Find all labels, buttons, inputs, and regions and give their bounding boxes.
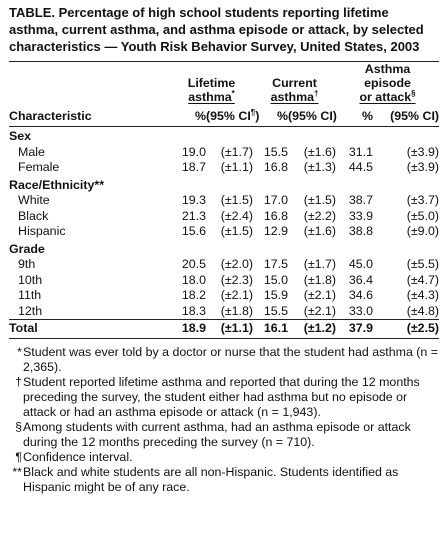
current-pct-cell: 17.5 bbox=[263, 257, 289, 271]
section-label: Race/Ethnicity** bbox=[9, 177, 105, 192]
current-pct-cell: 16.1 bbox=[253, 320, 288, 339]
episode-ci-cell: (±3.9) bbox=[406, 144, 440, 159]
current-pct-cell: 15.9 bbox=[263, 288, 289, 302]
section-header-row bbox=[9, 240, 439, 258]
current-pct-cell: 16.8 bbox=[263, 208, 289, 223]
footnote bbox=[9, 375, 439, 420]
episode-ci-cell: (±2.5) bbox=[373, 320, 439, 339]
episode-pct-cell: 38.7 bbox=[348, 193, 374, 207]
row-label: Hispanic bbox=[18, 224, 66, 238]
total-row bbox=[9, 320, 439, 339]
footnote-text: Confidence interval. bbox=[23, 450, 133, 464]
lifetime-pct-cell: 20.5 bbox=[181, 257, 206, 271]
row-label: White bbox=[18, 193, 50, 207]
table-row bbox=[9, 288, 439, 304]
footnote bbox=[9, 420, 439, 450]
lifetime-pct-cell: 18.0 bbox=[181, 272, 206, 287]
current-asthma-header: Current asthma† bbox=[270, 76, 319, 104]
current-ci-header: (95% CI) bbox=[288, 109, 336, 127]
current-ci-cell: (±2.1) bbox=[303, 303, 337, 318]
lifetime-pct-cell: 18.7 bbox=[181, 160, 206, 174]
lifetime-ci-cell: (±1.1) bbox=[220, 160, 254, 174]
table-row bbox=[9, 273, 439, 289]
current-ci-cell: (±1.2) bbox=[288, 320, 336, 339]
table-body bbox=[9, 127, 439, 339]
lifetime-ci-cell: (±2.0) bbox=[220, 257, 254, 271]
lifetime-pct-cell: 21.3 bbox=[181, 208, 206, 223]
table-row bbox=[9, 193, 439, 209]
lifetime-pct-header: % bbox=[170, 109, 206, 127]
lifetime-ci-cell: (±2.4) bbox=[220, 208, 254, 223]
column-header-row bbox=[9, 109, 439, 127]
current-pct-cell: 16.8 bbox=[263, 160, 289, 174]
section-header-row bbox=[9, 176, 439, 194]
lifetime-ci-cell: (±2.3) bbox=[220, 272, 254, 287]
table-row bbox=[9, 224, 439, 240]
group-header-row bbox=[9, 62, 439, 109]
lifetime-ci-cell: (±1.5) bbox=[220, 193, 254, 207]
current-ci-cell: (±2.2) bbox=[303, 208, 337, 223]
row-label: 9th bbox=[18, 257, 36, 271]
table-row bbox=[9, 257, 439, 273]
footnote-text: Student reported lifetime asthma and reported that during the 12 months preceding the survey, the student either had asthma but no episode or attack or had an asthma episode or attack (n = 1,943). bbox=[23, 375, 420, 419]
current-ci-cell: (±1.6) bbox=[303, 144, 337, 159]
episode-pct-header: % bbox=[336, 109, 373, 127]
table-title: TABLE. Percentage of high school students reporting lifetime asthma, current asthma, and asthma episode or attack, by selected characteristics — Youth Risk Behavior Survey, United States, 2003 bbox=[9, 5, 424, 54]
footnotes bbox=[9, 345, 439, 495]
section-header-row bbox=[9, 127, 439, 145]
lifetime-pct-cell: 18.3 bbox=[181, 303, 206, 318]
lifetime-pct-cell: 15.6 bbox=[181, 224, 206, 238]
footnote bbox=[9, 345, 439, 375]
current-ci-cell: (±1.6) bbox=[303, 224, 337, 238]
current-pct-cell: 15.5 bbox=[263, 144, 289, 159]
row-label: Total bbox=[9, 320, 170, 339]
lifetime-asthma-header: Lifetime asthma* bbox=[187, 76, 236, 104]
lifetime-ci-cell: (±2.1) bbox=[220, 288, 254, 302]
episode-ci-cell: (±9.0) bbox=[406, 224, 440, 238]
episode-pct-cell: 37.9 bbox=[336, 320, 373, 339]
episode-ci-cell: (±3.7) bbox=[406, 193, 440, 207]
episode-pct-cell: 45.0 bbox=[348, 257, 374, 271]
current-pct-cell: 12.9 bbox=[263, 224, 289, 238]
current-pct-cell: 15.0 bbox=[263, 272, 289, 287]
current-ci-cell: (±1.5) bbox=[303, 193, 337, 207]
asthma-episode-header: Asthma episode or attack§ bbox=[359, 62, 416, 104]
episode-ci-header: (95% CI) bbox=[373, 109, 439, 127]
footnote-mark: ** bbox=[12, 465, 22, 479]
table-row bbox=[9, 160, 439, 176]
table-header bbox=[9, 62, 439, 127]
table-row bbox=[9, 209, 439, 225]
table-row bbox=[9, 145, 439, 161]
footnote bbox=[9, 465, 439, 495]
lifetime-pct-cell: 18.9 bbox=[170, 320, 206, 339]
footnote-mark: § bbox=[15, 420, 22, 434]
current-pct-header: % bbox=[253, 109, 288, 127]
row-label: Black bbox=[18, 208, 49, 223]
characteristic-header: Characteristic bbox=[9, 109, 170, 127]
lifetime-ci-cell: (±1.1) bbox=[206, 320, 253, 339]
episode-pct-cell: 31.1 bbox=[348, 144, 374, 159]
table-row bbox=[9, 304, 439, 320]
episode-pct-cell: 34.6 bbox=[348, 288, 374, 302]
episode-pct-cell: 33.9 bbox=[348, 208, 374, 223]
lifetime-pct-cell: 19.0 bbox=[181, 144, 206, 159]
footnote-text: Black and white students are all non-Hispanic. Students identified as Hispanic might be of any race. bbox=[23, 465, 399, 494]
lifetime-ci-cell: (±1.5) bbox=[220, 224, 254, 238]
row-label: 11th bbox=[18, 288, 42, 302]
footnote-text: Among students with current asthma, had an asthma episode or attack during the 12 months preceding the survey (n = 710). bbox=[23, 420, 411, 449]
episode-ci-cell: (±3.9) bbox=[406, 160, 440, 174]
current-ci-cell: (±2.1) bbox=[303, 288, 337, 302]
footnote bbox=[9, 450, 439, 465]
current-pct-cell: 17.0 bbox=[263, 193, 289, 207]
episode-ci-cell: (±5.5) bbox=[406, 257, 440, 271]
episode-pct-cell: 38.8 bbox=[348, 224, 374, 238]
lifetime-ci-cell: (±1.8) bbox=[220, 303, 254, 318]
lifetime-ci-cell: (±1.7) bbox=[220, 144, 254, 159]
current-pct-cell: 15.5 bbox=[263, 303, 289, 318]
episode-pct-cell: 44.5 bbox=[348, 160, 374, 174]
section-label: Grade bbox=[9, 241, 45, 256]
footnote-mark: ¶ bbox=[15, 450, 22, 464]
lifetime-pct-cell: 19.3 bbox=[181, 193, 206, 207]
current-ci-cell: (±1.3) bbox=[303, 160, 337, 174]
episode-ci-cell: (±4.7) bbox=[406, 272, 440, 287]
row-label: Male bbox=[18, 144, 45, 159]
section-label: Sex bbox=[9, 129, 32, 143]
episode-ci-cell: (±4.8) bbox=[406, 303, 440, 318]
footnote-mark: * bbox=[17, 345, 22, 359]
footnote-mark: † bbox=[15, 375, 22, 389]
episode-pct-cell: 33.0 bbox=[348, 303, 374, 318]
current-ci-cell: (±1.8) bbox=[303, 272, 337, 287]
lifetime-ci-header: (95% CI¶) bbox=[206, 109, 253, 127]
asthma-table bbox=[9, 62, 439, 339]
episode-ci-cell: (±4.3) bbox=[406, 288, 440, 302]
footnote-text: Student was ever told by a doctor or nurse that the student had asthma (n = 2,365). bbox=[23, 345, 438, 374]
episode-ci-cell: (±5.0) bbox=[406, 208, 440, 223]
row-label: 12th bbox=[18, 303, 43, 318]
row-label: Female bbox=[18, 160, 60, 174]
lifetime-pct-cell: 18.2 bbox=[181, 288, 206, 302]
episode-pct-cell: 36.4 bbox=[348, 272, 374, 287]
row-label: 10th bbox=[18, 272, 43, 287]
current-ci-cell: (±1.7) bbox=[303, 257, 337, 271]
